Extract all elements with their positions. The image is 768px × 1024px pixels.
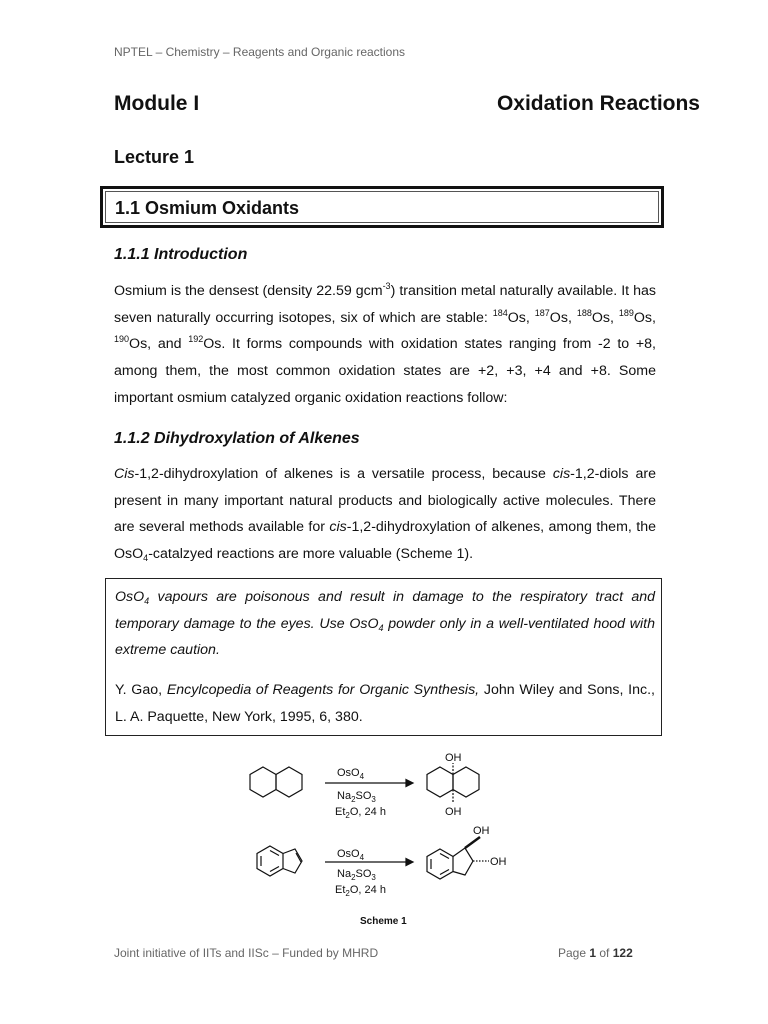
oh-label-top: OH — [445, 752, 462, 764]
section-title: 1.1 Osmium Oxidants — [115, 198, 300, 218]
oh-label-indane-1: OH — [473, 825, 490, 837]
reagent-na2so3-2: $Na_2SO_3$ — [337, 868, 376, 882]
intro-heading: 1.1.1 Introduction — [114, 246, 248, 263]
module-title: Oxidation Reactions — [496, 92, 700, 115]
reaction-scheme — [240, 745, 540, 915]
reagent-oso4-1: OsO$_4$ — [337, 767, 365, 781]
module-label: Module I — [114, 92, 200, 115]
indane-diol-product — [427, 837, 489, 879]
reagent-oso4-2: OsO$_4$ — [337, 848, 365, 862]
reagent-et2o-1: $Et_2O$, 24 h — [335, 806, 386, 820]
dihydroxylation-heading: 1.1.2 Dihydroxylation of Alkenes — [114, 430, 360, 447]
scheme-label: Scheme 1 — [360, 916, 407, 927]
indene-structure — [257, 846, 302, 876]
diol-product-1 — [427, 763, 479, 803]
intro-paragraph: Osmium is the densest (density 22.59 gcm$^{-3}$) transition metal naturally available. It has seven naturally occurring isotopes, six of which are stable: $^{184}$Os, $^{187}$Os, $^{188}$Os, $^{189}$Os, $^{190}$Os, and $^{192}$Os. It forms compounds with oxidation states ranging from -2 to +8, among them, the most common oxidation states are +2, +3, +4 and +8. Some important osmium catalyzed organic oxidation reactions follow: — [114, 281, 656, 406]
reagent-et2o-2: $Et_2O$, 24 h — [335, 884, 386, 898]
caution-text: OsO$_4$ vapours are poisonous and result in damage to the respiratory tract and temporary damage to the eyes. Use OsO$_4$ powder only in a well-ventilated hood with extreme caution. — [115, 589, 655, 659]
dihydroxylation-paragraph: Cis-1,2-dihydroxylation of alkenes is a versatile process, because cis-1,2-diols are present in many important natural products and biologically active molecules. There are several methods available for cis-1,2-dihydroxylation of alkenes, among them, the OsO$_4$-catalzyed reactions are more valuable (Scheme 1). — [114, 466, 656, 564]
caution-reference: Y. Gao, Encylcopedia of Reagents for Organic Synthesis, John Wiley and Sons, Inc., L. A. Paquette, New York, 1995, 6, 380. — [115, 682, 655, 725]
page-number: Page 1 of 122 — [558, 946, 633, 960]
running-header: NPTEL – Chemistry – Reagents and Organic reactions — [114, 45, 406, 59]
oh-label-bottom: OH — [445, 806, 462, 818]
lecture-label: Lecture 1 — [114, 147, 195, 167]
reagent-na2so3-1: $Na_2SO_3$ — [337, 790, 376, 804]
reaction-arrow-1 — [325, 780, 413, 787]
footer-credit: Joint initiative of IITs and IISc – Funded by MHRD — [114, 946, 379, 960]
section-title-box — [100, 186, 664, 228]
caution-box — [105, 578, 662, 736]
octalin-structure — [250, 767, 302, 797]
oh-label-indane-2: OH — [490, 856, 507, 868]
